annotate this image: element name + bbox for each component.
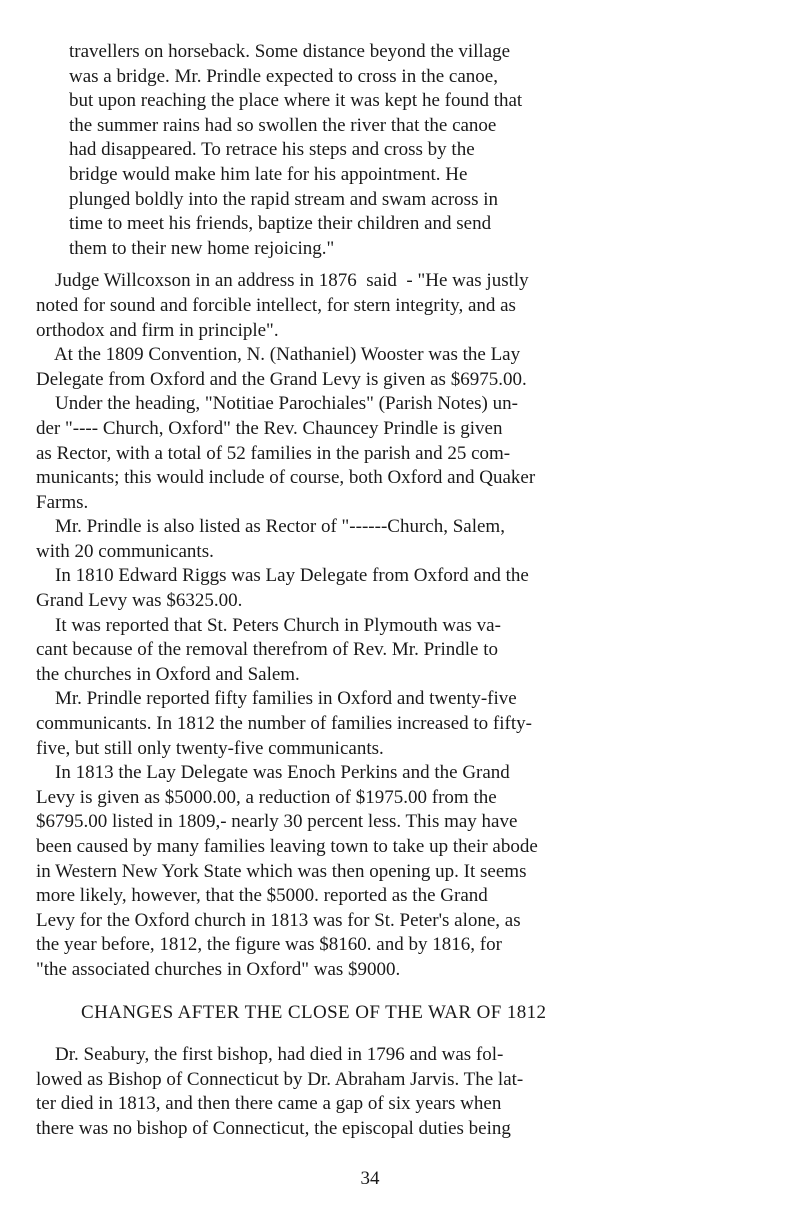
text-line: Grand Levy was $6325.00.	[36, 590, 243, 612]
text-line: "the associated churches in Oxford" was $9000.	[36, 958, 401, 980]
text-line: more likely, however, that the $5000. reported as the Grand	[36, 885, 488, 907]
text-line: been caused by many families leaving town to take up their abode	[36, 836, 538, 857]
text-line: der "---- Church, Oxford" the Rev. Chauncey Prindle is given	[36, 417, 503, 439]
text-line: In 1810 Edward Riggs was Lay Delegate from Oxford and the	[36, 565, 529, 587]
text-line: Mr. Prindle is also listed as Rector of "------Church, Salem,	[36, 516, 505, 538]
text-line: municants; this would include of course, both Oxford and Quaker	[36, 467, 536, 489]
text-line: had disappeared. To retrace his steps and cross by the	[69, 139, 475, 161]
text-line: ter died in 1813, and then there came a gap of six years when	[36, 1093, 502, 1115]
text-line: as Rector, with a total of 52 families in the parish and 25 com-	[36, 442, 511, 464]
paragraph-families	[36, 687, 726, 761]
text-line: Levy is given as $5000.00, a reduction of $1975.00 from the	[36, 786, 497, 808]
paragraph-plymouth	[36, 614, 726, 688]
text-line: them to their new home rejoicing."	[69, 237, 335, 259]
text-line: Mr. Prindle reported fifty families in Oxford and twenty-five	[36, 688, 517, 710]
text-line: the year before, 1812, the figure was $8160. and by 1816, for	[36, 934, 502, 956]
text-line: In 1813 the Lay Delegate was Enoch Perkins and the Grand	[36, 762, 510, 784]
text-line: noted for sound and forcible intellect, for stern integrity, and as	[36, 294, 516, 316]
text-line: but upon reaching the place where it was kept he found that	[69, 90, 523, 112]
text-line: Delegate from Oxford and the Grand Levy is given as $6975.00.	[36, 368, 527, 390]
text-line: in Western New York State which was then opening up. It seems	[36, 860, 527, 882]
text-line: the summer rains had so swollen the river that the canoe	[69, 114, 497, 136]
text-line: five, but still only twenty-five communicants.	[36, 737, 384, 759]
text-line: Dr. Seabury, the first bishop, had died in 1796 and was fol-	[36, 1044, 504, 1066]
text-line: At the 1809 Convention, N. (Nathaniel) Wooster was the Lay	[36, 344, 521, 366]
section-heading: CHANGES AFTER THE CLOSE OF THE WAR OF 1812	[81, 1001, 547, 1023]
text-line: Under the heading, "Notitiae Parochiales" (Parish Notes) un-	[36, 393, 518, 415]
text-line: was a bridge. Mr. Prindle expected to cross in the canoe,	[69, 65, 498, 87]
quoted-passage	[36, 40, 726, 261]
text-line: bridge would make him late for his appointment. He	[69, 163, 468, 185]
paragraph-1813	[36, 761, 726, 982]
text-line: Judge Willcoxson in an address in 1876 said - "He was justly	[36, 270, 529, 292]
paragraph-seabury	[36, 1043, 726, 1141]
text-line: Levy for the Oxford church in 1813 was for St. Peter's alone, as	[36, 909, 521, 931]
text-line: It was reported that St. Peters Church in Plymouth was va-	[36, 614, 501, 636]
text-line: the churches in Oxford and Salem.	[36, 663, 300, 685]
text-line: Farms.	[36, 491, 89, 513]
text-line: communicants. In 1812 the number of families increased to fifty-	[36, 713, 532, 735]
text-line: plunged boldly into the rapid stream and swam across in	[69, 188, 498, 210]
text-line: orthodox and firm in principle".	[36, 319, 279, 341]
text-line: cant because of the removal therefrom of Rev. Mr. Prindle to	[36, 639, 499, 661]
text-line: there was no bishop of Connecticut, the episcopal duties being	[36, 1117, 511, 1139]
paragraph-1809-convention	[36, 343, 726, 392]
paragraph-willcoxson	[36, 269, 726, 343]
text-line: lowed as Bishop of Connecticut by Dr. Abraham Jarvis. The lat-	[36, 1068, 524, 1090]
text-line: travellers on horseback. Some distance beyond the village	[69, 41, 511, 62]
paragraph-1810	[36, 564, 726, 613]
text-line: $6795.00 listed in 1809,- nearly 30 percent less. This may have	[36, 811, 518, 833]
text-line: with 20 communicants.	[36, 540, 214, 562]
text-line: time to meet his friends, baptize their children and send	[69, 213, 492, 235]
paragraph-parish-notes	[36, 392, 726, 515]
page-text	[36, 40, 726, 1150]
paragraph-salem	[36, 515, 726, 564]
page-number: 34	[360, 1168, 380, 1189]
